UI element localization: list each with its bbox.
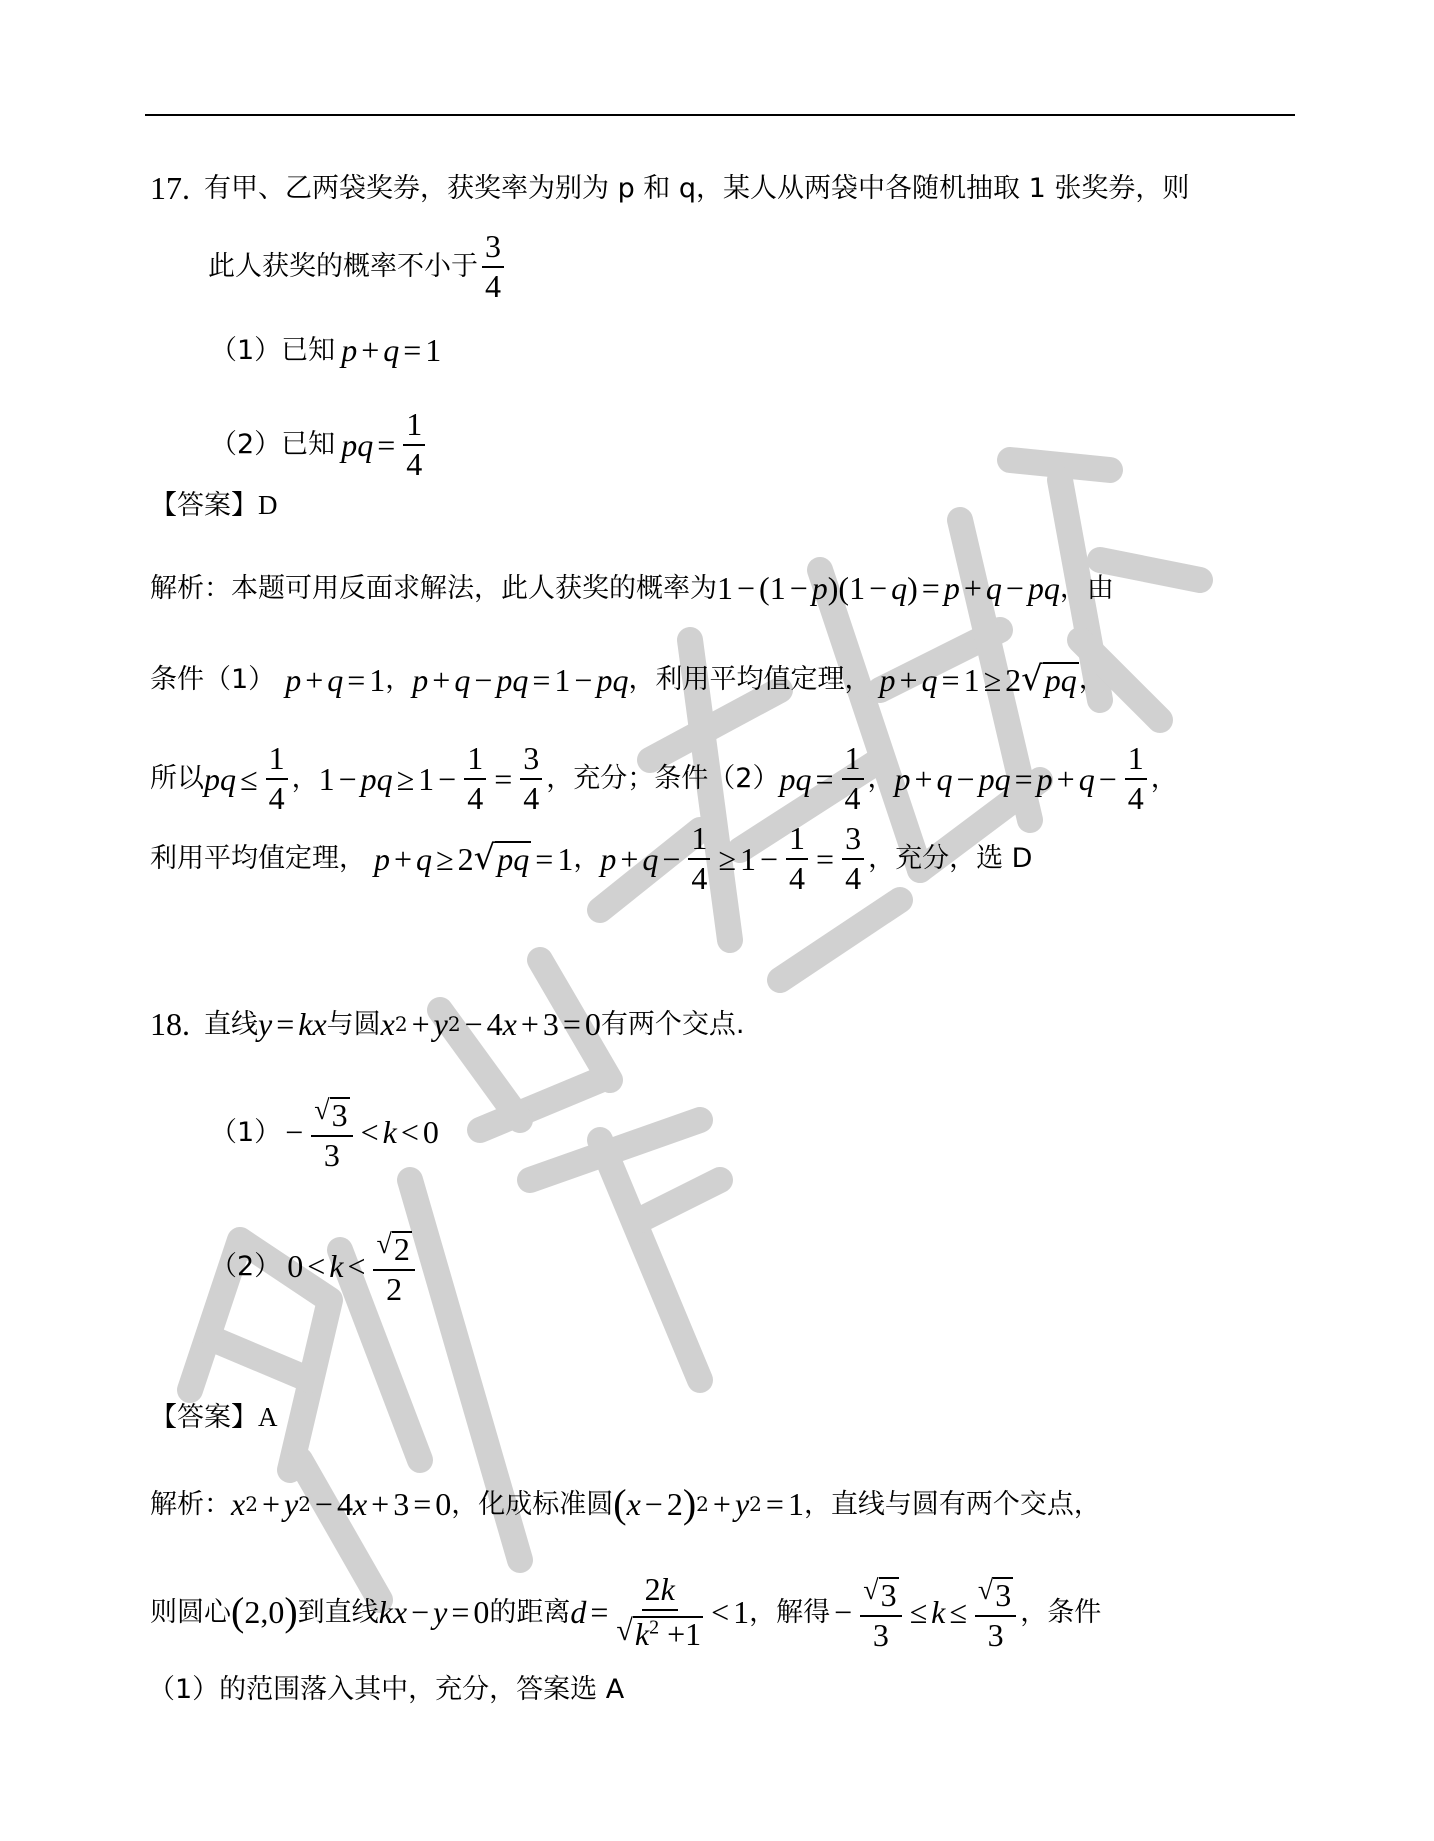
q17-cond1-label: （1）已知: [210, 334, 336, 366]
q17-stem-text1: 有甲、乙两袋奖券，获奖率为别为 p 和 q，某人从两袋中各随机抽取 1 张奖券，则: [204, 172, 1190, 204]
q17-condition-1: （1）已知 p + q = 1: [210, 332, 442, 368]
q17-solution-line1: 解析：本题可用反面求解法，此人获奖的概率为 1 − (1 − p )(1 − q ) = p + q − pq ，由: [150, 570, 1114, 606]
q18-answer: 【答案】 A: [150, 1402, 278, 1433]
q17-stem-line1: [150, 172, 1189, 204]
q17-threshold-fraction: $\frac{3}{4}$: [482, 230, 504, 303]
q18-solution-line1: 解析： x 2 + y 2 − 4 x + 3 = 0 ，化成标准圆 ( x − 2 ) 2 + y 2 = 1 ，直线与圆有两个交点，: [150, 1481, 1101, 1526]
q17-answer: [150, 492, 278, 519]
q18-condition-2: （2） 0 < k < √ 2 2: [210, 1226, 419, 1306]
q17-answer-value: D: [258, 490, 278, 520]
q17-stem-line2: [208, 230, 508, 303]
q18-number: 18.: [150, 1006, 190, 1042]
q17-cond2-label: （2）已知: [210, 429, 336, 461]
q17-stem-text2: 此人获奖的概率不小于: [208, 251, 478, 283]
q18-stem: 18. 直线 y = kx 与圆 x 2 + y 2 − 4 x + 3 = 0 有两个交点.: [150, 1006, 745, 1042]
q17-number: 17.: [150, 170, 190, 206]
q17-condition-2: （2）已知 pq = $\frac{1}{4}$: [210, 408, 429, 481]
q17-solution-line2: 条件（1） p + q = 1 ， p + q − pq = 1 − pq ， 利用平均值定理， p + q = 1 ≥ 2 √ pq ，: [150, 659, 1106, 699]
q17-answer-label: 【答案】: [150, 490, 258, 521]
q17-solution-line3: 所以 pq ≤ $\frac{1}{4}$ ， 1 − pq ≥ 1 − $\frac{1}{4}$ = $\frac{3}{4}$ ， 充分；条件（2） pq = $\frac{1}{4}$ ， p + q − pq = p + q − $\frac{1}{4}$ ，: [150, 740, 1178, 816]
header-rule: [145, 114, 1295, 116]
q18-solution-line2: 则圆心 ( 2,0 ) 到直线 kx − y = 0 的距离 d = 2k √ $k^2 +1$ < 1 ，解得 − √ 3 3 ≤ k ≤ √ 3 3 ，条件: [150, 1571, 1102, 1653]
q17-solution-line4: 利用平均值定理， p + q ≥ 2 √ pq = 1 ， p + q − $\frac{1}{4}$ ≥ 1 − $\frac{1}{4}$ = $\frac{3}{4}$ ，充分，选 D: [150, 820, 1033, 896]
q18-condition-1: （1） − √ 3 3 < k < 0: [210, 1092, 439, 1172]
q18-solution-line3: （1）的范围落入其中，充分，答案选 A: [148, 1674, 625, 1705]
